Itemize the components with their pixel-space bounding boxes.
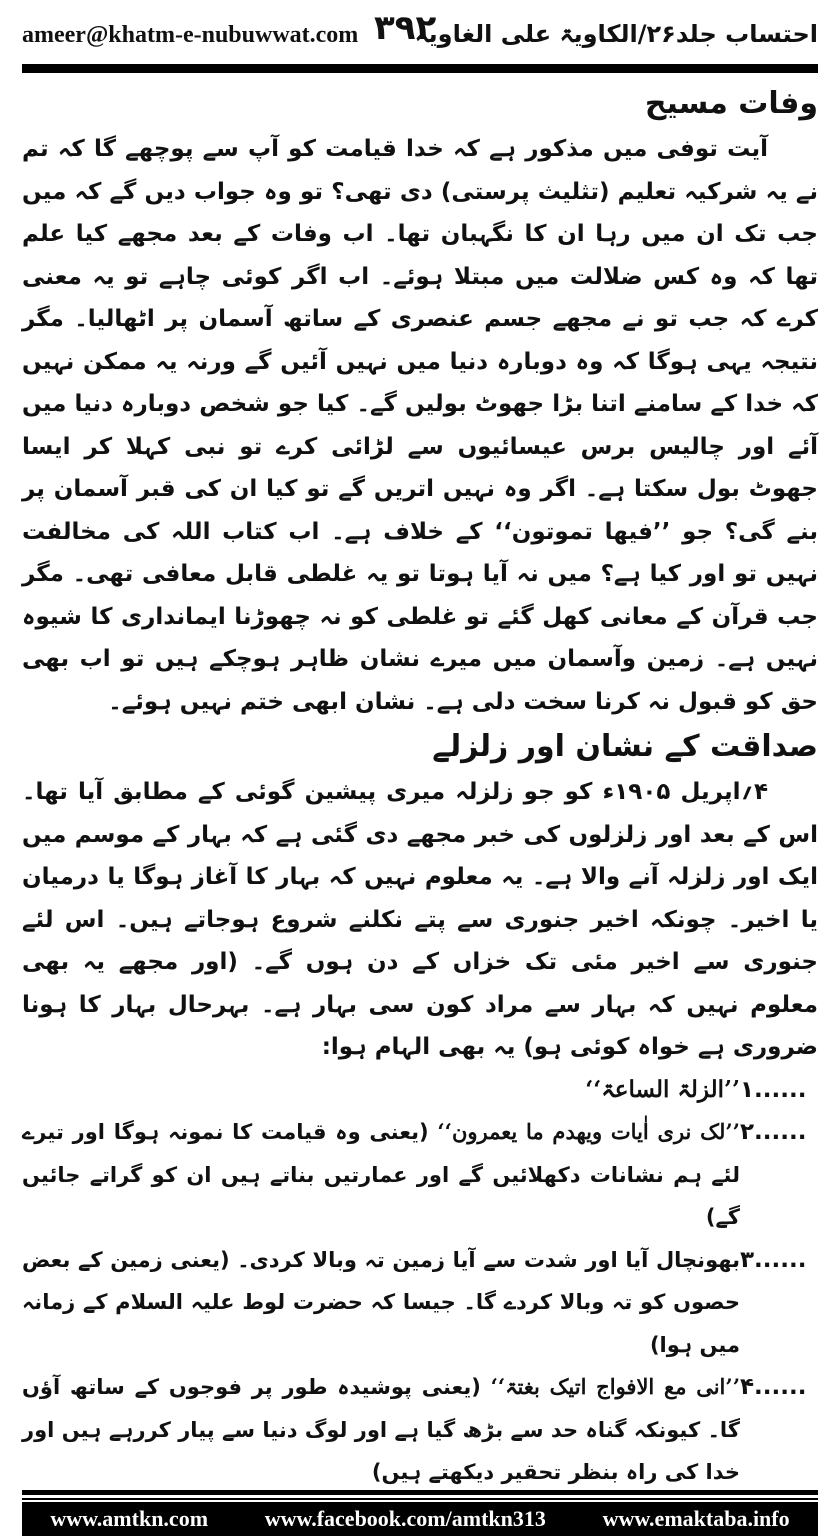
item-text: (یعنی پوشیدہ طور پر فوجوں کے ساتھ آؤں گا۔ کیونکہ گناہ حد سے بڑھ گیا ہے اور لوگ دنیا سے پیار کررہے ہیں اور خدا کی راہ بنظر تحقیر دیکھتے ہیں): [22, 1375, 740, 1484]
item-body: [22, 1239, 740, 1367]
section-heading-wafat: وفات مسیح: [644, 86, 818, 121]
list-item: [22, 1111, 818, 1239]
footer-link-facebook[interactable]: www.facebook.com/amtkn313: [264, 1506, 546, 1531]
item-number: ۲......: [740, 1119, 807, 1145]
footer-rule-thick: [22, 1490, 818, 1495]
item-arabic: ’’انی مع الافواج اتیک بغتۃ‘‘: [490, 1374, 741, 1399]
item-text: (یعنی وہ قیامت کا نمونہ ہوگا اور تیرے لئے ہم نشانات دکھلائیں گے اور عمارتیں بناتے ہیں ان کو گراتے جائیں گے): [22, 1120, 740, 1229]
item-text: بھونچال آیا اور شدت سے آیا زمین تہ وبالا کردی۔ (یعنی زمین کے بعض حصوں کو تہ وبالا کردے گا۔ جیسا کہ حضرت لوط علیہ السلام کے زمانہ میں ہوا): [22, 1247, 740, 1357]
page-number: ۳۹۲: [374, 8, 437, 48]
list-item: [22, 1239, 818, 1367]
page-header: [22, 8, 818, 54]
footer-link-emaktaba[interactable]: www.emaktaba.info: [602, 1506, 790, 1531]
item-arabic: ’’الزلۃ الساعۃ‘‘: [585, 1075, 740, 1103]
section-heading-sadaqat: صداقت کے نشان اور زلزلے: [432, 729, 818, 764]
header-email: ameer@khatm-e-nubuwwat.com: [22, 22, 359, 48]
item-body: [22, 1111, 740, 1239]
footer-link-amtkn[interactable]: www.amtkn.com: [50, 1506, 209, 1531]
footer-rule-thin: [22, 1498, 818, 1500]
item-number: ۴......: [740, 1374, 807, 1400]
page-footer: [22, 1502, 818, 1536]
page-content: [22, 80, 818, 1494]
section-paragraph-sadaqat: ۴؍اپریل ۱۹۰۵ء کو جو زلزلہ میری پیشین گوئی کے مطابق آیا تھا۔ اس کے بعد اور زلزلوں کی خبر مجھے دی گئی ہے کہ بہار کے موسم میں ایک اور زلزلہ آنے والا ہے۔ یہ معلوم نہیں کہ بہار کا آغاز ہوگا یا درمیان یا اخیر۔ چونکہ اخیر جنوری سے پتے نکلنے شروع ہوجاتے ہیں۔ اس لئے جنوری سے اخیر مئی تک خزاں کے دن ہوں گے۔ (اور مجھے یہ بھی معلوم نہیں کہ بہار سے مراد کون سی بہار ہے۔ بہرحال بہار کا ہونا ضروری ہے خواہ کوئی ہو) یہ بھی الہام ہوا:: [22, 779, 818, 1060]
item-arabic: ’’لک نری اٰیات ویھدم ما یعمرون‘‘: [437, 1119, 740, 1144]
list-item: [22, 1069, 818, 1112]
item-body: [22, 1069, 740, 1112]
running-title: احتساب جلد۲۶/الکاویۃ علی الغاویہ: [414, 20, 818, 48]
header-rule: [22, 64, 818, 73]
list-item: [22, 1366, 818, 1494]
item-body: [22, 1366, 740, 1494]
item-number: ۱......: [740, 1076, 807, 1103]
section-paragraph-wafat: آیت توفی میں مذکور ہے کہ خدا قیامت کو آپ سے پوچھے گا کہ تم نے یہ شرکیہ تعلیم (تثلیث پرستی) دی تھی؟ تو وہ جواب دیں گے کہ میں جب تک ان میں رہا ان کا نگہبان تھا۔ اب وفات کے بعد مجھے کیا علم تھا کہ وہ کس ضلالت میں مبتلا ہوئے۔ اب اگر کوئی چاہے تو یہ معنی کرے کہ جب تو نے مجھے جسم عنصری کے ساتھ آسمان پر اٹھالیا۔ مگر نتیجہ یہی ہوگا کہ وہ دوبارہ دنیا میں نہیں آئیں گے ورنہ یہ ممکن نہیں کہ خدا کے سامنے اتنا بڑا جھوٹ بولیں گے۔ کیا جو شخص دوبارہ دنیا میں آئے اور چالیس برس عیسائیوں سے لڑائی کرے تو نبی کہلا کر ایسا جھوٹ بول سکتا ہے۔ اگر وہ نہیں اتریں گے تو کیا ان کی قبر آسمان پر بنے گی؟ جو ’’فیھا تموتون‘‘ کے خلاف ہے۔ اب کتاب اللہ کی مخالفت نہیں تو اور کیا ہے؟ میں نہ آیا ہوتا تو یہ غلطی قابل معافی تھی۔ مگر جب قرآن کے معانی کھل گئے تو غلطی کو نہ چھوڑنا ایمانداری کا شیوہ نہیں ہے۔ زمین وآسمان میں میرے نشان ظاہر ہوچکے ہیں تو اب بھی حق کو قبول نہ کرنا سخت دلی ہے۔ نشان ابھی ختم نہیں ہوئے۔: [22, 136, 818, 715]
item-number: ۳......: [740, 1246, 807, 1273]
